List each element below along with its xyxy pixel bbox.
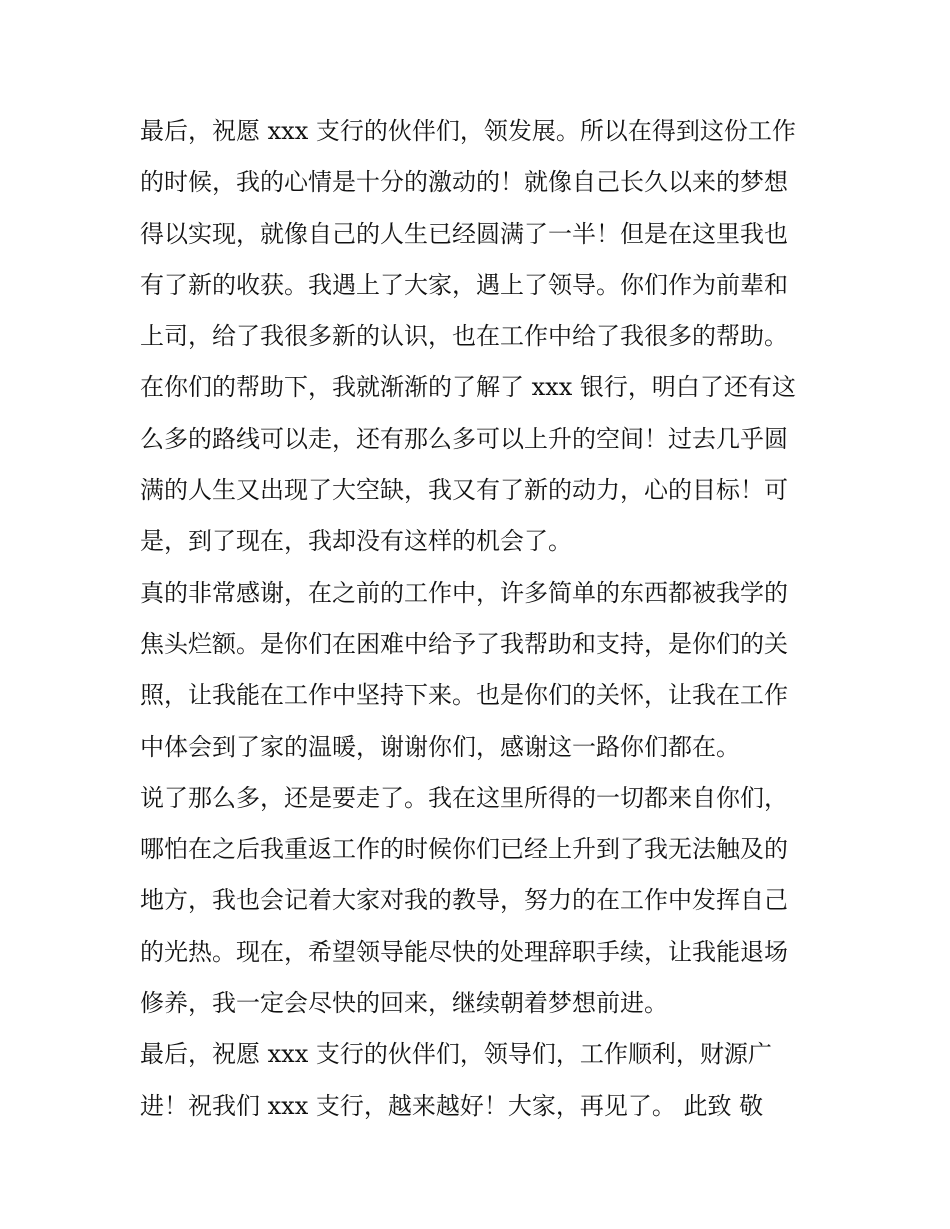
text-line-9: 是，到了现在，我却没有这样的机会了。 [140, 527, 572, 556]
text-line-14: 说了那么多，还是要走了。我在这里所得的一切都来自你们， [140, 783, 788, 812]
text-line-12: 照，让我能在工作中坚持下来。也是你们的关怀，让我在工作 [140, 681, 788, 710]
text-line-16: 地方，我也会记着大家对我的教导，努力的在工作中发挥自己 [140, 886, 788, 915]
text-line-20: 进！祝我们 xxx 支行，越来越好！大家，再见了。 此致 敬 [140, 1091, 764, 1120]
body-text [140, 106, 820, 1132]
text-line-7: 么多的路线可以走，还有那么多可以上升的空间！过去几乎圆 [140, 424, 788, 453]
text-line-2: 的时候，我的心情是十分的激动的！就像自己长久以来的梦想 [140, 168, 788, 197]
text-line-4: 有了新的收获。我遇上了大家，遇上了领导。你们作为前辈和 [140, 270, 788, 299]
text-line-11: 焦头烂额。是你们在困难中给予了我帮助和支持，是你们的关 [140, 629, 788, 658]
text-line-5: 上司，给了我很多新的认识，也在工作中给了我很多的帮助。 [140, 322, 788, 351]
text-line-13: 中体会到了家的温暖，谢谢你们，感谢这一路你们都在。 [140, 732, 740, 761]
text-line-18: 修养，我一定会尽快的回来，继续朝着梦想前进。 [140, 989, 668, 1018]
text-line-1: 最后，祝愿 xxx 支行的伙伴们，领发展。所以在得到这份工作 [140, 117, 796, 145]
text-line-10: 真的非常感谢，在之前的工作中，许多简单的东西都被我学的 [140, 578, 788, 607]
text-line-19: 最后，祝愿 xxx 支行的伙伴们，领导们，工作顺利，财源广 [140, 1040, 772, 1069]
text-line-15: 哪怕在之后我重返工作的时候你们已经上升到了我无法触及的 [140, 835, 788, 864]
text-line-6: 在你们的帮助下，我就渐渐的了解了 xxx 银行，明白了还有这 [140, 373, 796, 402]
text-line-17: 的光热。现在，希望领导能尽快的处理辞职手续，让我能退场 [140, 937, 788, 966]
text-line-3: 得以实现，就像自己的人生已经圆满了一半！但是在这里我也 [140, 219, 788, 248]
text-line-8: 满的人生又出现了大空缺，我又有了新的动力，心的目标！可 [140, 476, 788, 505]
